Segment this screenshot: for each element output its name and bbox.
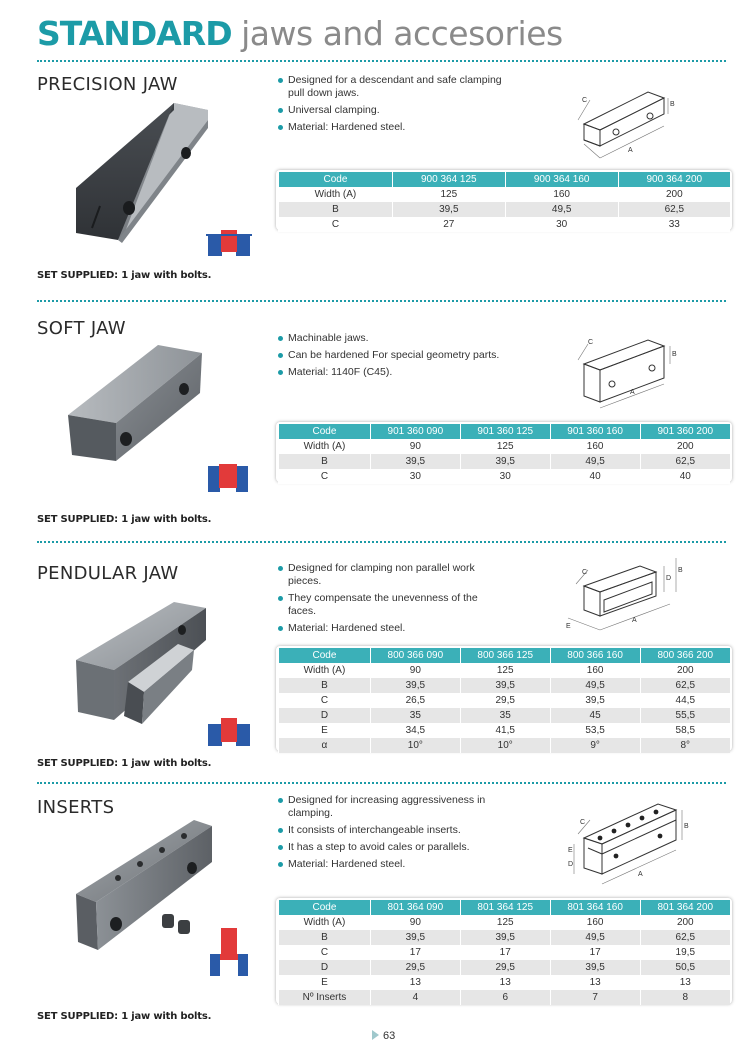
table-row bbox=[279, 723, 731, 738]
section-title: SOFT JAW bbox=[37, 318, 126, 339]
table-cell: 8 bbox=[640, 990, 730, 1005]
section-title: PRECISION JAW bbox=[37, 74, 178, 95]
table-header-cell: 801 364 200 bbox=[640, 900, 730, 915]
table-cell: 62,5 bbox=[640, 930, 730, 945]
table-cell: B bbox=[279, 454, 371, 469]
set-supplied-note: SET SUPPLIED: 1 jaw with bolts. bbox=[37, 270, 212, 281]
table-cell: 41,5 bbox=[460, 723, 550, 738]
table-cell: C bbox=[279, 945, 371, 960]
table-cell: 39,5 bbox=[370, 930, 460, 945]
table-cell: 17 bbox=[550, 945, 640, 960]
table-row bbox=[279, 990, 731, 1005]
table-cell: 29,5 bbox=[460, 693, 550, 708]
precision-jaw-technical-drawing bbox=[570, 80, 678, 162]
table-cell: 90 bbox=[370, 439, 460, 454]
table-cell: 160 bbox=[550, 915, 640, 930]
table-cell: 10° bbox=[370, 738, 460, 753]
table-header-cell: Code bbox=[279, 648, 371, 663]
table-cell: 40 bbox=[550, 469, 640, 484]
table-cell: 40 bbox=[640, 469, 730, 484]
table-cell: 49,5 bbox=[550, 678, 640, 693]
table-header-cell: 800 366 125 bbox=[460, 648, 550, 663]
table-cell: 17 bbox=[460, 945, 550, 960]
table-cell: 9° bbox=[550, 738, 640, 753]
clamp-type-icon bbox=[206, 926, 252, 978]
table-cell: 160 bbox=[550, 663, 640, 678]
feature-item: It consists of interchangeable inserts. bbox=[278, 824, 508, 837]
table-cell: 160 bbox=[505, 187, 618, 202]
table-header-row bbox=[279, 648, 731, 663]
feature-item: Material: Hardened steel. bbox=[278, 622, 508, 635]
table-header-row bbox=[279, 172, 731, 187]
feature-list bbox=[278, 794, 508, 875]
dimension-label: B bbox=[670, 101, 675, 108]
title-divider bbox=[37, 60, 726, 62]
table-cell: Width (A) bbox=[279, 187, 393, 202]
table-header-cell: Code bbox=[279, 172, 393, 187]
table-header-cell: 800 366 090 bbox=[370, 648, 460, 663]
table-row bbox=[279, 202, 731, 217]
table-cell: 10° bbox=[460, 738, 550, 753]
table-cell: C bbox=[279, 469, 371, 484]
section-divider bbox=[37, 541, 726, 543]
table-row bbox=[279, 945, 731, 960]
table-cell: 30 bbox=[505, 217, 618, 232]
table-header-cell: 901 360 200 bbox=[640, 424, 730, 439]
table-cell: 125 bbox=[460, 663, 550, 678]
dimension-label: C bbox=[588, 339, 594, 346]
spec-table bbox=[278, 424, 730, 484]
feature-item: Material: Hardened steel. bbox=[278, 858, 508, 871]
table-cell: 44,5 bbox=[640, 693, 730, 708]
table-cell: 39,5 bbox=[550, 693, 640, 708]
table-cell: 29,5 bbox=[370, 960, 460, 975]
table-row bbox=[279, 663, 731, 678]
table-cell: 4 bbox=[370, 990, 460, 1005]
table-cell: 17 bbox=[370, 945, 460, 960]
feature-item: It has a step to avoid cales or parallels. bbox=[278, 841, 508, 854]
table-cell: 29,5 bbox=[460, 960, 550, 975]
table-cell: B bbox=[279, 678, 371, 693]
section-divider bbox=[37, 300, 726, 302]
table-cell: 39,5 bbox=[370, 678, 460, 693]
feature-item: Universal clamping. bbox=[278, 104, 508, 117]
feature-item: They compensate the unevenness of the faces. bbox=[278, 592, 508, 618]
dimension-label: B bbox=[672, 351, 677, 358]
table-cell: 19,5 bbox=[640, 945, 730, 960]
table-cell: 200 bbox=[640, 663, 730, 678]
pendular-jaw-photo bbox=[74, 600, 214, 725]
section-divider bbox=[37, 782, 726, 784]
table-header-cell: Code bbox=[279, 424, 371, 439]
table-header-cell: 900 364 125 bbox=[392, 172, 505, 187]
clamp-type-icon bbox=[206, 716, 252, 748]
table-cell: 26,5 bbox=[370, 693, 460, 708]
table-cell: 34,5 bbox=[370, 723, 460, 738]
table-row bbox=[279, 187, 731, 202]
feature-item: Designed for clamping non parallel work pieces. bbox=[278, 562, 508, 588]
table-cell: 13 bbox=[460, 975, 550, 990]
feature-item: Designed for increasing aggressiveness in clamping. bbox=[278, 794, 508, 820]
table-row bbox=[279, 708, 731, 723]
table-cell: 53,5 bbox=[550, 723, 640, 738]
dimension-label: A bbox=[628, 147, 633, 154]
page-number-text: 63 bbox=[383, 1030, 396, 1042]
table-row bbox=[279, 454, 731, 469]
table-cell: 39,5 bbox=[460, 678, 550, 693]
table-cell: 13 bbox=[640, 975, 730, 990]
table-header-cell: 801 364 125 bbox=[460, 900, 550, 915]
table-cell: 30 bbox=[460, 469, 550, 484]
dimension-label: A bbox=[630, 389, 635, 396]
page-arrow-icon bbox=[372, 1030, 379, 1040]
table-cell: Nº Inserts bbox=[279, 990, 371, 1005]
table-header-row bbox=[279, 424, 731, 439]
table-cell: 160 bbox=[550, 439, 640, 454]
feature-list bbox=[278, 562, 508, 639]
feature-item: Material: Hardened steel. bbox=[278, 121, 508, 134]
table-cell: 50,5 bbox=[640, 960, 730, 975]
feature-item: Designed for a descendant and safe clamping pull down jaws. bbox=[278, 74, 508, 100]
soft-jaw-photo bbox=[66, 343, 206, 463]
page-number bbox=[372, 1030, 395, 1042]
table-header-cell: 900 364 200 bbox=[618, 172, 730, 187]
table-cell: 200 bbox=[640, 439, 730, 454]
table-cell: 30 bbox=[370, 469, 460, 484]
table-cell: 13 bbox=[550, 975, 640, 990]
dimension-label: D bbox=[568, 861, 574, 868]
table-cell: 125 bbox=[460, 915, 550, 930]
dimension-label: C bbox=[582, 569, 588, 576]
table-cell: 58,5 bbox=[640, 723, 730, 738]
table-cell: 7 bbox=[550, 990, 640, 1005]
dimension-label: C bbox=[582, 97, 588, 104]
table-cell: 125 bbox=[392, 187, 505, 202]
table-header-cell: 800 366 160 bbox=[550, 648, 640, 663]
set-supplied-note: SET SUPPLIED: 1 jaw with bolts. bbox=[37, 1011, 212, 1022]
table-cell: 45 bbox=[550, 708, 640, 723]
table-row bbox=[279, 930, 731, 945]
table-cell: 90 bbox=[370, 915, 460, 930]
table-cell: 33 bbox=[618, 217, 730, 232]
table-row bbox=[279, 439, 731, 454]
page-title-light: jaws and accesories bbox=[241, 14, 563, 53]
table-header-cell: 901 360 090 bbox=[370, 424, 460, 439]
pendular-jaw-technical-drawing bbox=[560, 552, 688, 634]
table-cell: 62,5 bbox=[618, 202, 730, 217]
table-cell: 27 bbox=[392, 217, 505, 232]
table-cell: 55,5 bbox=[640, 708, 730, 723]
table-row bbox=[279, 217, 731, 232]
table-cell: 39,5 bbox=[392, 202, 505, 217]
spec-table bbox=[278, 648, 730, 753]
table-header-cell: 901 360 125 bbox=[460, 424, 550, 439]
feature-item: Machinable jaws. bbox=[278, 332, 508, 345]
table-cell: 49,5 bbox=[550, 930, 640, 945]
table-row bbox=[279, 693, 731, 708]
table-row bbox=[279, 678, 731, 693]
table-cell: 39,5 bbox=[460, 454, 550, 469]
table-cell: Width (A) bbox=[279, 663, 371, 678]
table-cell: B bbox=[279, 202, 393, 217]
spec-table bbox=[278, 172, 730, 232]
table-row bbox=[279, 915, 731, 930]
table-header-cell: 800 366 200 bbox=[640, 648, 730, 663]
clamp-type-icon bbox=[206, 228, 252, 258]
dimension-label: D bbox=[666, 575, 672, 582]
table-cell: 39,5 bbox=[550, 960, 640, 975]
table-row bbox=[279, 975, 731, 990]
section-title: INSERTS bbox=[37, 797, 115, 818]
table-cell: E bbox=[279, 975, 371, 990]
spec-table bbox=[278, 900, 730, 1005]
table-cell: 200 bbox=[640, 915, 730, 930]
table-cell: α bbox=[279, 738, 371, 753]
inserts-jaw-photo bbox=[74, 818, 224, 958]
table-cell: 62,5 bbox=[640, 678, 730, 693]
page-title-strong: STANDARD bbox=[37, 14, 232, 53]
inserts-jaw-technical-drawing bbox=[566, 794, 690, 894]
table-cell: 125 bbox=[460, 439, 550, 454]
set-supplied-note: SET SUPPLIED: 1 jaw with bolts. bbox=[37, 758, 212, 769]
table-cell: Width (A) bbox=[279, 915, 371, 930]
dimension-label: B bbox=[684, 823, 689, 830]
page-title bbox=[37, 14, 563, 54]
table-cell: 90 bbox=[370, 663, 460, 678]
table-cell: 35 bbox=[460, 708, 550, 723]
table-row bbox=[279, 960, 731, 975]
dimension-label: E bbox=[566, 623, 571, 630]
precision-jaw-photo bbox=[74, 98, 214, 243]
table-header-row bbox=[279, 900, 731, 915]
table-cell: C bbox=[279, 693, 371, 708]
table-cell: B bbox=[279, 930, 371, 945]
feature-list bbox=[278, 74, 508, 138]
table-cell: 8° bbox=[640, 738, 730, 753]
dimension-label: C bbox=[580, 819, 586, 826]
table-header-cell: 901 360 160 bbox=[550, 424, 640, 439]
table-cell: 200 bbox=[618, 187, 730, 202]
table-cell: D bbox=[279, 960, 371, 975]
table-cell: 62,5 bbox=[640, 454, 730, 469]
table-cell: 13 bbox=[370, 975, 460, 990]
dimension-label: B bbox=[678, 567, 683, 574]
table-row bbox=[279, 469, 731, 484]
table-cell: E bbox=[279, 723, 371, 738]
table-cell: 6 bbox=[460, 990, 550, 1005]
table-cell: 39,5 bbox=[370, 454, 460, 469]
feature-item: Can be hardened For special geometry parts. bbox=[278, 349, 508, 362]
table-header-cell: 900 364 160 bbox=[505, 172, 618, 187]
dimension-label: A bbox=[638, 871, 643, 878]
table-header-cell: 801 364 160 bbox=[550, 900, 640, 915]
soft-jaw-technical-drawing bbox=[572, 328, 680, 414]
table-cell: 39,5 bbox=[460, 930, 550, 945]
feature-list bbox=[278, 332, 508, 383]
table-row bbox=[279, 738, 731, 753]
table-cell: D bbox=[279, 708, 371, 723]
clamp-type-icon bbox=[206, 462, 252, 494]
table-cell: C bbox=[279, 217, 393, 232]
table-cell: 49,5 bbox=[550, 454, 640, 469]
table-cell: 35 bbox=[370, 708, 460, 723]
table-cell: Width (A) bbox=[279, 439, 371, 454]
section-title: PENDULAR JAW bbox=[37, 563, 179, 584]
feature-item: Material: 1140F (C45). bbox=[278, 366, 508, 379]
table-header-cell: 801 364 090 bbox=[370, 900, 460, 915]
table-header-cell: Code bbox=[279, 900, 371, 915]
set-supplied-note: SET SUPPLIED: 1 jaw with bolts. bbox=[37, 514, 212, 525]
table-cell: 49,5 bbox=[505, 202, 618, 217]
dimension-label: A bbox=[632, 617, 637, 624]
dimension-label: E bbox=[568, 847, 573, 854]
